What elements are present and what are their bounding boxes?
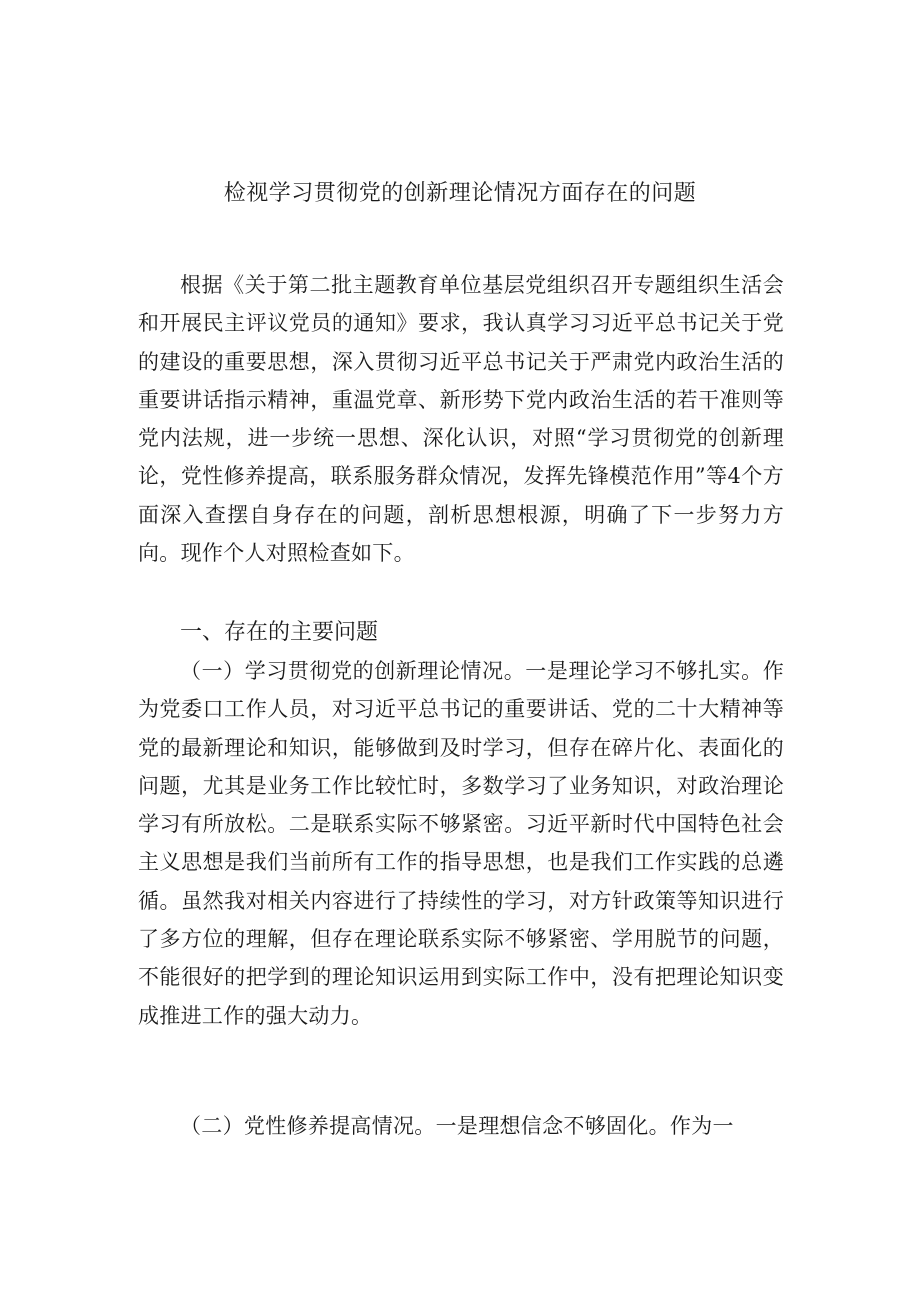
document-title: 检视学习贯彻党的创新理论情况方面存在的问题 xyxy=(223,181,697,206)
intro-paragraph: 根据《关于第二批主题教育单位基层党组织召开专题组织生活会和开展民主评议党员的通知》要求，我认真学习习近平总书记关于党的建设的重要思想，深入贯彻习近平总书记关于严肃党内政治生活的重要讲话指示精神，重温党章、新形势下党内政治生活的若干准则等党内法规，进一步统一思想、深化认识，对照“学习贯彻党的创新理论，党性修养提高，联系服务群众情况，发挥先锋模范作用”等4个方面深入查摆自身存在的问题，剖析思想根源，明确了下一步努力方向。现作个人对照检查如下。 xyxy=(138,273,784,566)
section-heading: 一、存在的主要问题 xyxy=(180,620,379,645)
item-1-paragraph: （一）学习贯彻党的创新理论情况。一是理论学习不够扎实。作为党委口工作人员，对习近平总书记的重要讲话、党的二十大精神等党的最新理论和知识，能够做到及时学习，但存在碎片化、表面化的问题，尤其是业务工作比较忙时，多数学习了业务知识，对政治理论学习有所放松。二是联系实际不够紧密。习近平新时代中国特色社会主义思想是我们当前所有工作的指导思想，也是我们工作实践的总遴循。虽然我对相关内容进行了持续性的学习，对方针政策等知识进行了多方位的理解，但存在理论联系实际不够紧密、学用脱节的问题，不能很好的把学到的理论知识运用到实际工作中，没有把理论知识变成推进工作的强大动力。 xyxy=(138,659,784,1028)
item-2-paragraph: （二）党性修养提高情况。一是理想信念不够固化。作为一 xyxy=(180,1114,734,1138)
